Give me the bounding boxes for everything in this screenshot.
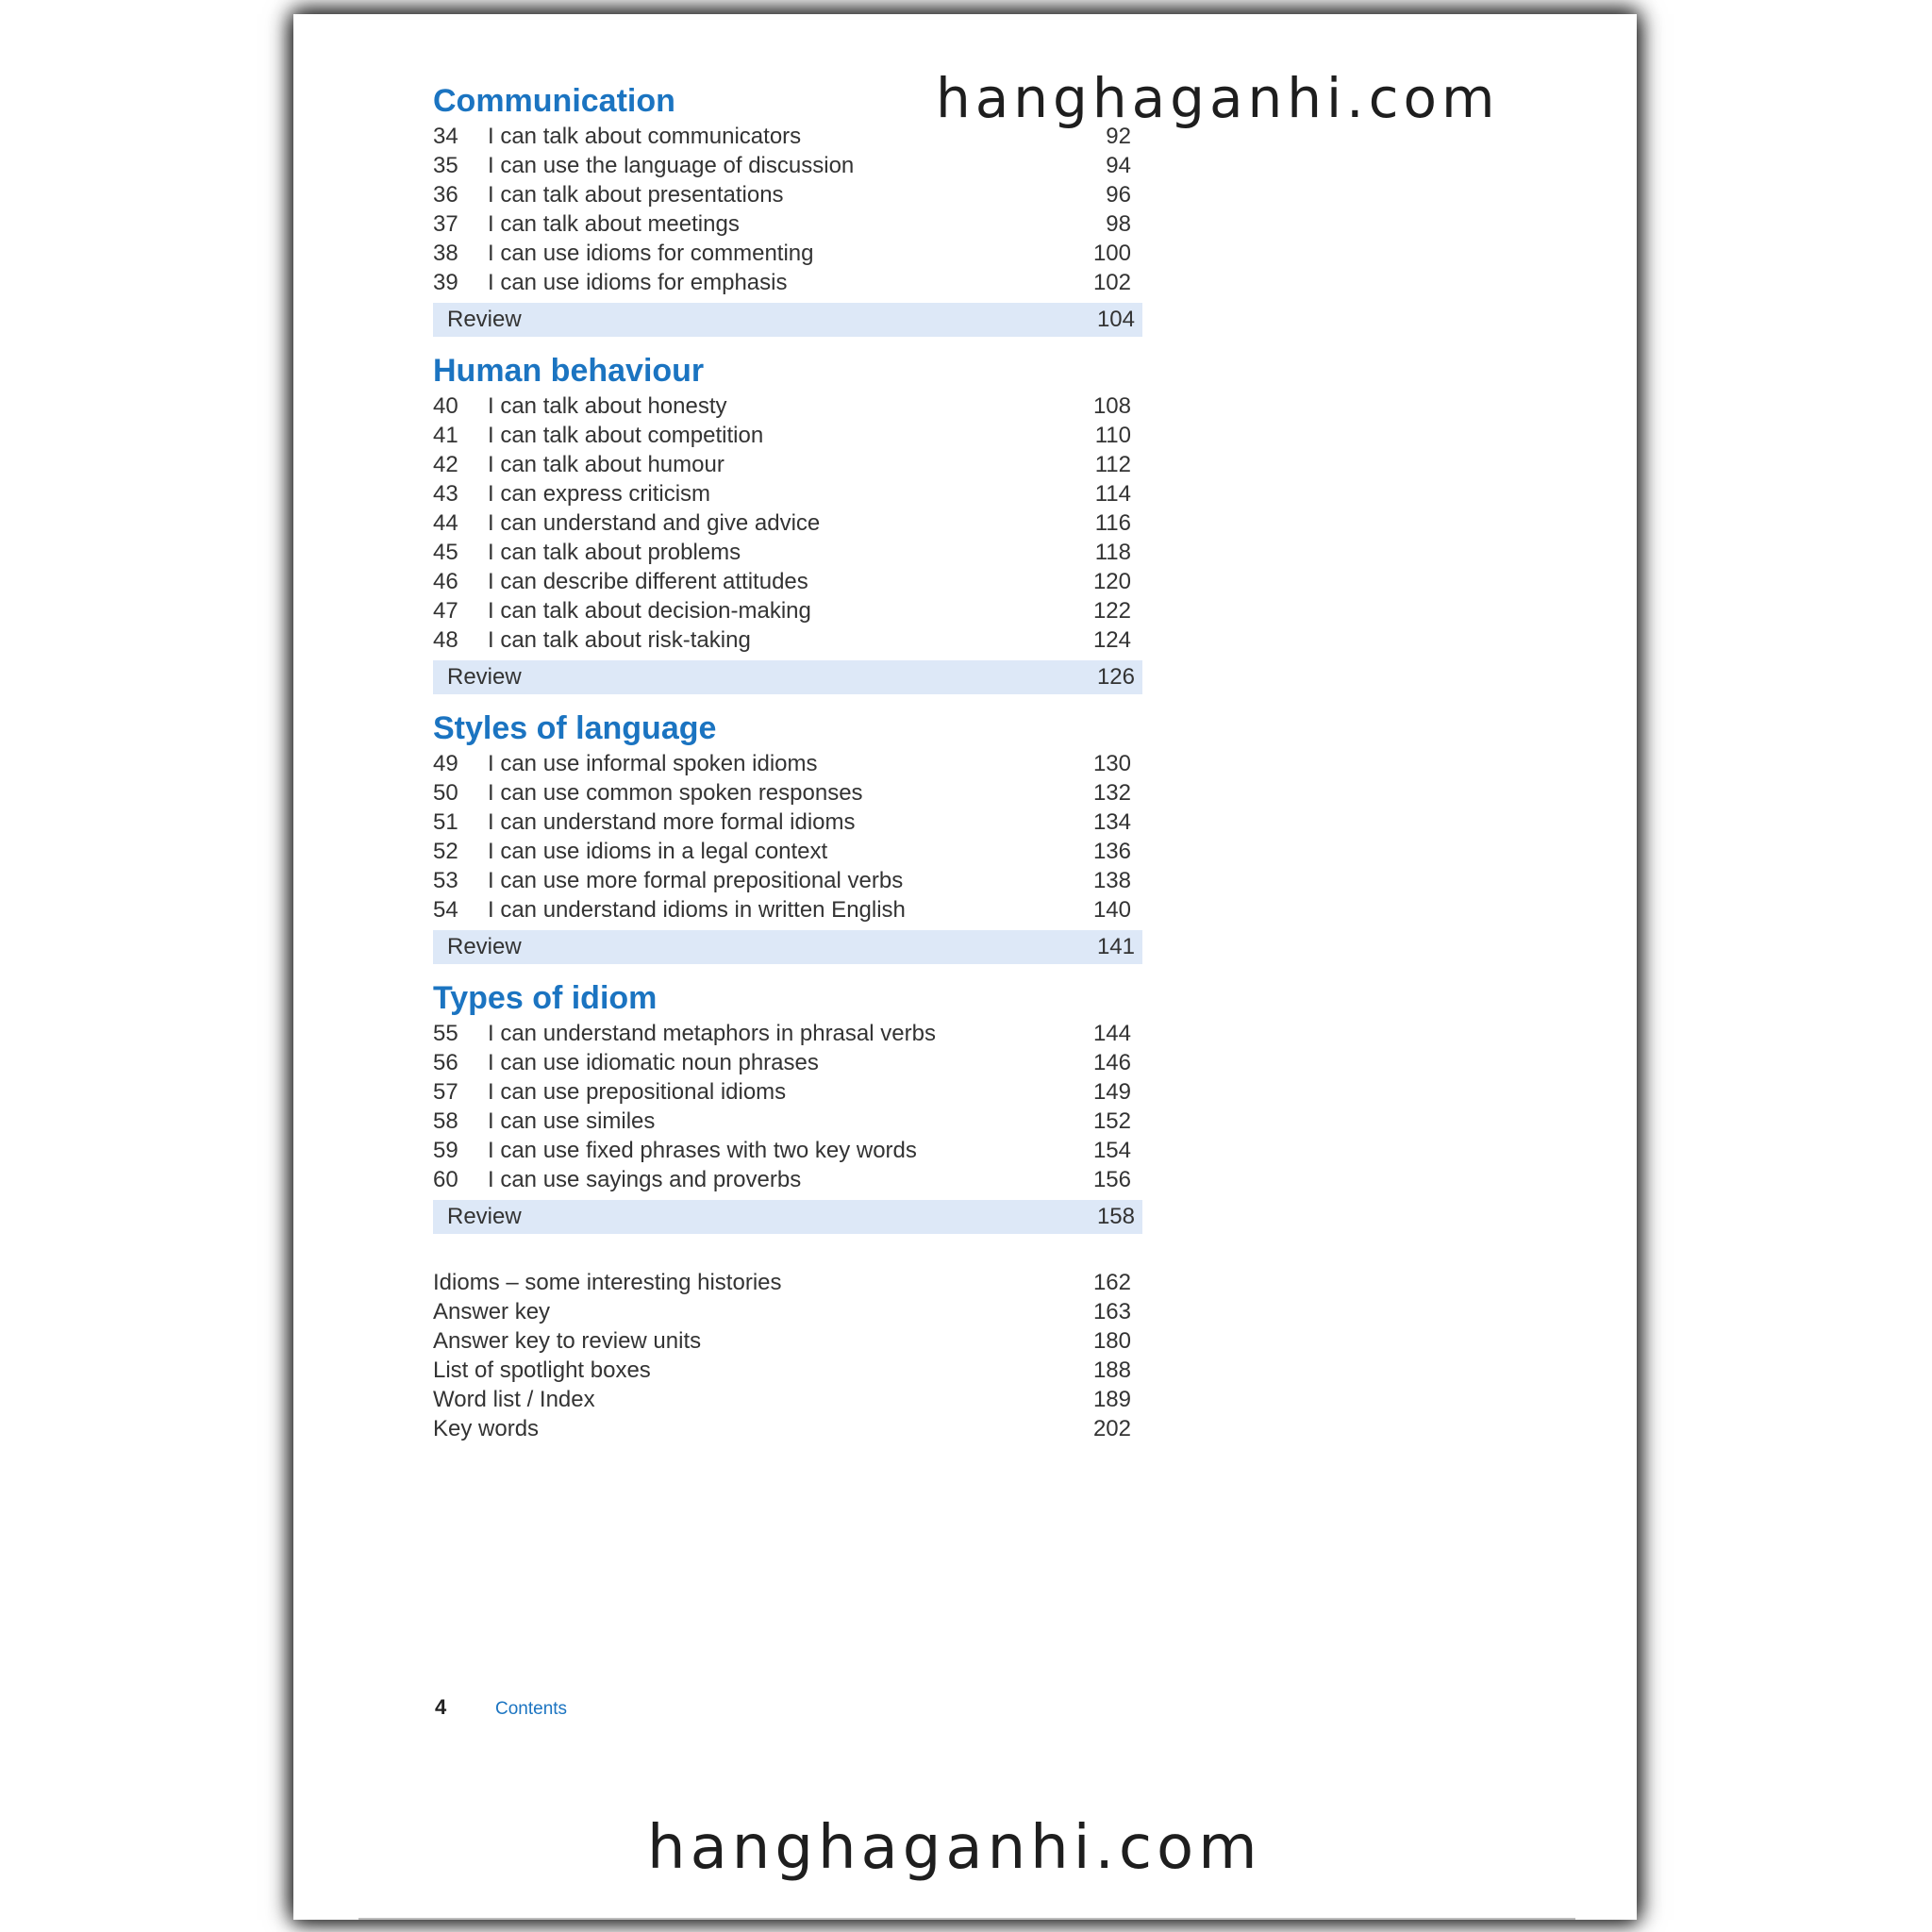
page-number: 92 [1106,124,1131,149]
page-number: 118 [1094,540,1131,565]
unit-title: I can describe different attitudes [488,569,808,594]
toc-entry [433,1019,1142,1048]
unit-title: I can express criticism [488,481,711,507]
page-footer [435,1695,567,1720]
page-number: 156 [1092,1167,1131,1192]
toc-entry [433,1048,1142,1077]
page-number: 102 [1092,270,1131,295]
page-number: 124 [1092,627,1131,653]
unit-title: I can use the language of discussion [488,153,855,178]
toc-entry [433,778,1142,808]
appendix-title: Word list / Index [433,1387,595,1412]
unit-title: I can understand more formal idioms [488,809,856,835]
unit-title: I can understand and give advice [488,510,821,536]
page-number: 163 [1092,1299,1131,1324]
unit-title: I can use idiomatic noun phrases [488,1050,819,1075]
footer-page-number: 4 [435,1695,447,1719]
unit-number: 47 [433,598,458,624]
unit-title: I can talk about risk-taking [488,627,751,653]
toc-entry [433,866,1142,895]
appendix-entry [433,1268,1142,1297]
review-page-number: 104 [1096,307,1135,332]
review-label: Review [447,307,522,332]
toc-entry [433,538,1142,567]
appendix-title: Answer key to review units [433,1328,702,1354]
unit-title: I can talk about decision-making [488,598,811,624]
toc-entry [433,122,1142,151]
page-number: 132 [1092,780,1131,806]
review-row [433,303,1142,337]
toc-entry [433,391,1142,421]
page-number: 144 [1092,1021,1131,1046]
appendix-title: Key words [433,1416,540,1441]
unit-number: 48 [433,627,458,653]
page-number: 138 [1092,868,1131,893]
page-number: 100 [1092,241,1131,266]
unit-title: I can talk about meetings [488,211,740,237]
table-of-contents [433,80,1142,1443]
toc-entry [433,625,1142,655]
unit-number: 35 [433,153,458,178]
page-number: 149 [1092,1079,1131,1105]
page-number: 94 [1106,153,1131,178]
toc-section [433,80,1142,337]
appendix-entry [433,1297,1142,1326]
page-number: 98 [1106,211,1131,237]
appendix-title: Idioms – some interesting histories [433,1270,782,1295]
toc-section [433,977,1142,1234]
unit-number: 59 [433,1138,458,1163]
toc-entry [433,450,1142,479]
page-number: 188 [1092,1357,1131,1383]
unit-number: 37 [433,211,458,237]
appendix-title: List of spotlight boxes [433,1357,651,1383]
unit-number: 38 [433,241,458,266]
page-number: 134 [1092,809,1131,835]
page-number: 180 [1092,1328,1131,1354]
unit-title: I can use sayings and proverbs [488,1167,802,1192]
toc-entry [433,508,1142,538]
toc-section [433,350,1142,694]
toc-entry [433,479,1142,508]
review-page-number: 126 [1096,664,1135,690]
toc-entry [433,180,1142,209]
review-label: Review [447,934,522,959]
page-number: 146 [1092,1050,1131,1075]
unit-number: 53 [433,868,458,893]
unit-title: I can understand metaphors in phrasal verbs [488,1021,936,1046]
unit-number: 57 [433,1079,458,1105]
page-number: 114 [1094,481,1131,507]
unit-number: 52 [433,839,458,864]
section-title: Styles of language [433,710,717,746]
review-row [433,1200,1142,1234]
unit-title: I can use idioms for emphasis [488,270,788,295]
unit-number: 43 [433,481,458,507]
section-title: Types of idiom [433,980,658,1016]
unit-number: 40 [433,393,458,419]
toc-entry [433,1136,1142,1165]
section-title: Human behaviour [433,353,705,389]
review-label: Review [447,1204,522,1229]
page-number: 140 [1092,897,1131,923]
unit-title: I can talk about problems [488,540,741,565]
page-number: 152 [1092,1108,1131,1134]
page-number: 116 [1094,510,1131,536]
unit-number: 49 [433,751,458,776]
toc-section [433,708,1142,964]
toc-entry [433,239,1142,268]
toc-entry [433,1165,1142,1194]
appendix-entry [433,1385,1142,1414]
page-number: 110 [1094,423,1131,448]
page-number: 130 [1092,751,1131,776]
appendix-entry [433,1356,1142,1385]
page-number: 202 [1092,1416,1131,1441]
page-number: 122 [1092,598,1131,624]
unit-number: 60 [433,1167,458,1192]
review-row [433,930,1142,964]
toc-entry [433,596,1142,625]
page-number: 189 [1092,1387,1131,1412]
toc-entry [433,749,1142,778]
unit-number: 50 [433,780,458,806]
footer-label: Contents [495,1699,568,1719]
review-page-number: 158 [1096,1204,1135,1229]
unit-number: 39 [433,270,458,295]
unit-number: 44 [433,510,458,536]
unit-number: 46 [433,569,458,594]
toc-entry [433,151,1142,180]
page-number: 112 [1094,452,1131,477]
review-row [433,660,1142,694]
unit-title: I can use idioms for commenting [488,241,814,266]
toc-entry [433,209,1142,239]
unit-title: I can use common spoken responses [488,780,863,806]
sections-list [433,80,1142,1234]
toc-entry [433,268,1142,297]
unit-number: 56 [433,1050,458,1075]
unit-title: I can use informal spoken idioms [488,751,818,776]
section-title: Communication [433,83,675,119]
unit-number: 36 [433,182,458,208]
page-number: 162 [1092,1270,1131,1295]
unit-title: I can talk about presentations [488,182,784,208]
unit-title: I can use more formal prepositional verbs [488,868,904,893]
toc-entry [433,421,1142,450]
unit-number: 41 [433,423,458,448]
unit-number: 42 [433,452,458,477]
toc-entry [433,1077,1142,1107]
watermark-top: hanghaganhi.com [936,66,1500,130]
toc-entry [433,1107,1142,1136]
toc-entry [433,837,1142,866]
appendix-entry [433,1326,1142,1356]
unit-number: 51 [433,809,458,835]
unit-number: 55 [433,1021,458,1046]
toc-entry [433,808,1142,837]
page-number: 108 [1092,393,1131,419]
unit-title: I can use similes [488,1108,656,1134]
unit-title: I can use idioms in a legal context [488,839,828,864]
page-number: 154 [1092,1138,1131,1163]
page-edge-line [358,1918,1575,1920]
review-label: Review [447,664,522,690]
unit-title: I can talk about humour [488,452,724,477]
appendix-title: Answer key [433,1299,551,1324]
review-page-number: 141 [1096,934,1135,959]
unit-title: I can talk about competition [488,423,764,448]
unit-title: I can use prepositional idioms [488,1079,787,1105]
toc-entry [433,567,1142,596]
page-number: 96 [1106,182,1131,208]
unit-title: I can use fixed phrases with two key words [488,1138,917,1163]
unit-title: I can understand idioms in written English [488,897,906,923]
unit-number: 58 [433,1108,458,1134]
unit-number: 34 [433,124,458,149]
toc-entry [433,895,1142,924]
appendix-list [433,1268,1142,1443]
watermark-bottom: hanghaganhi.com [647,1813,1262,1883]
appendix-entry [433,1414,1142,1443]
unit-title: I can talk about honesty [488,393,727,419]
unit-number: 45 [433,540,458,565]
unit-number: 54 [433,897,458,923]
page-number: 136 [1092,839,1131,864]
unit-title: I can talk about communicators [488,124,802,149]
page-number: 120 [1092,569,1131,594]
